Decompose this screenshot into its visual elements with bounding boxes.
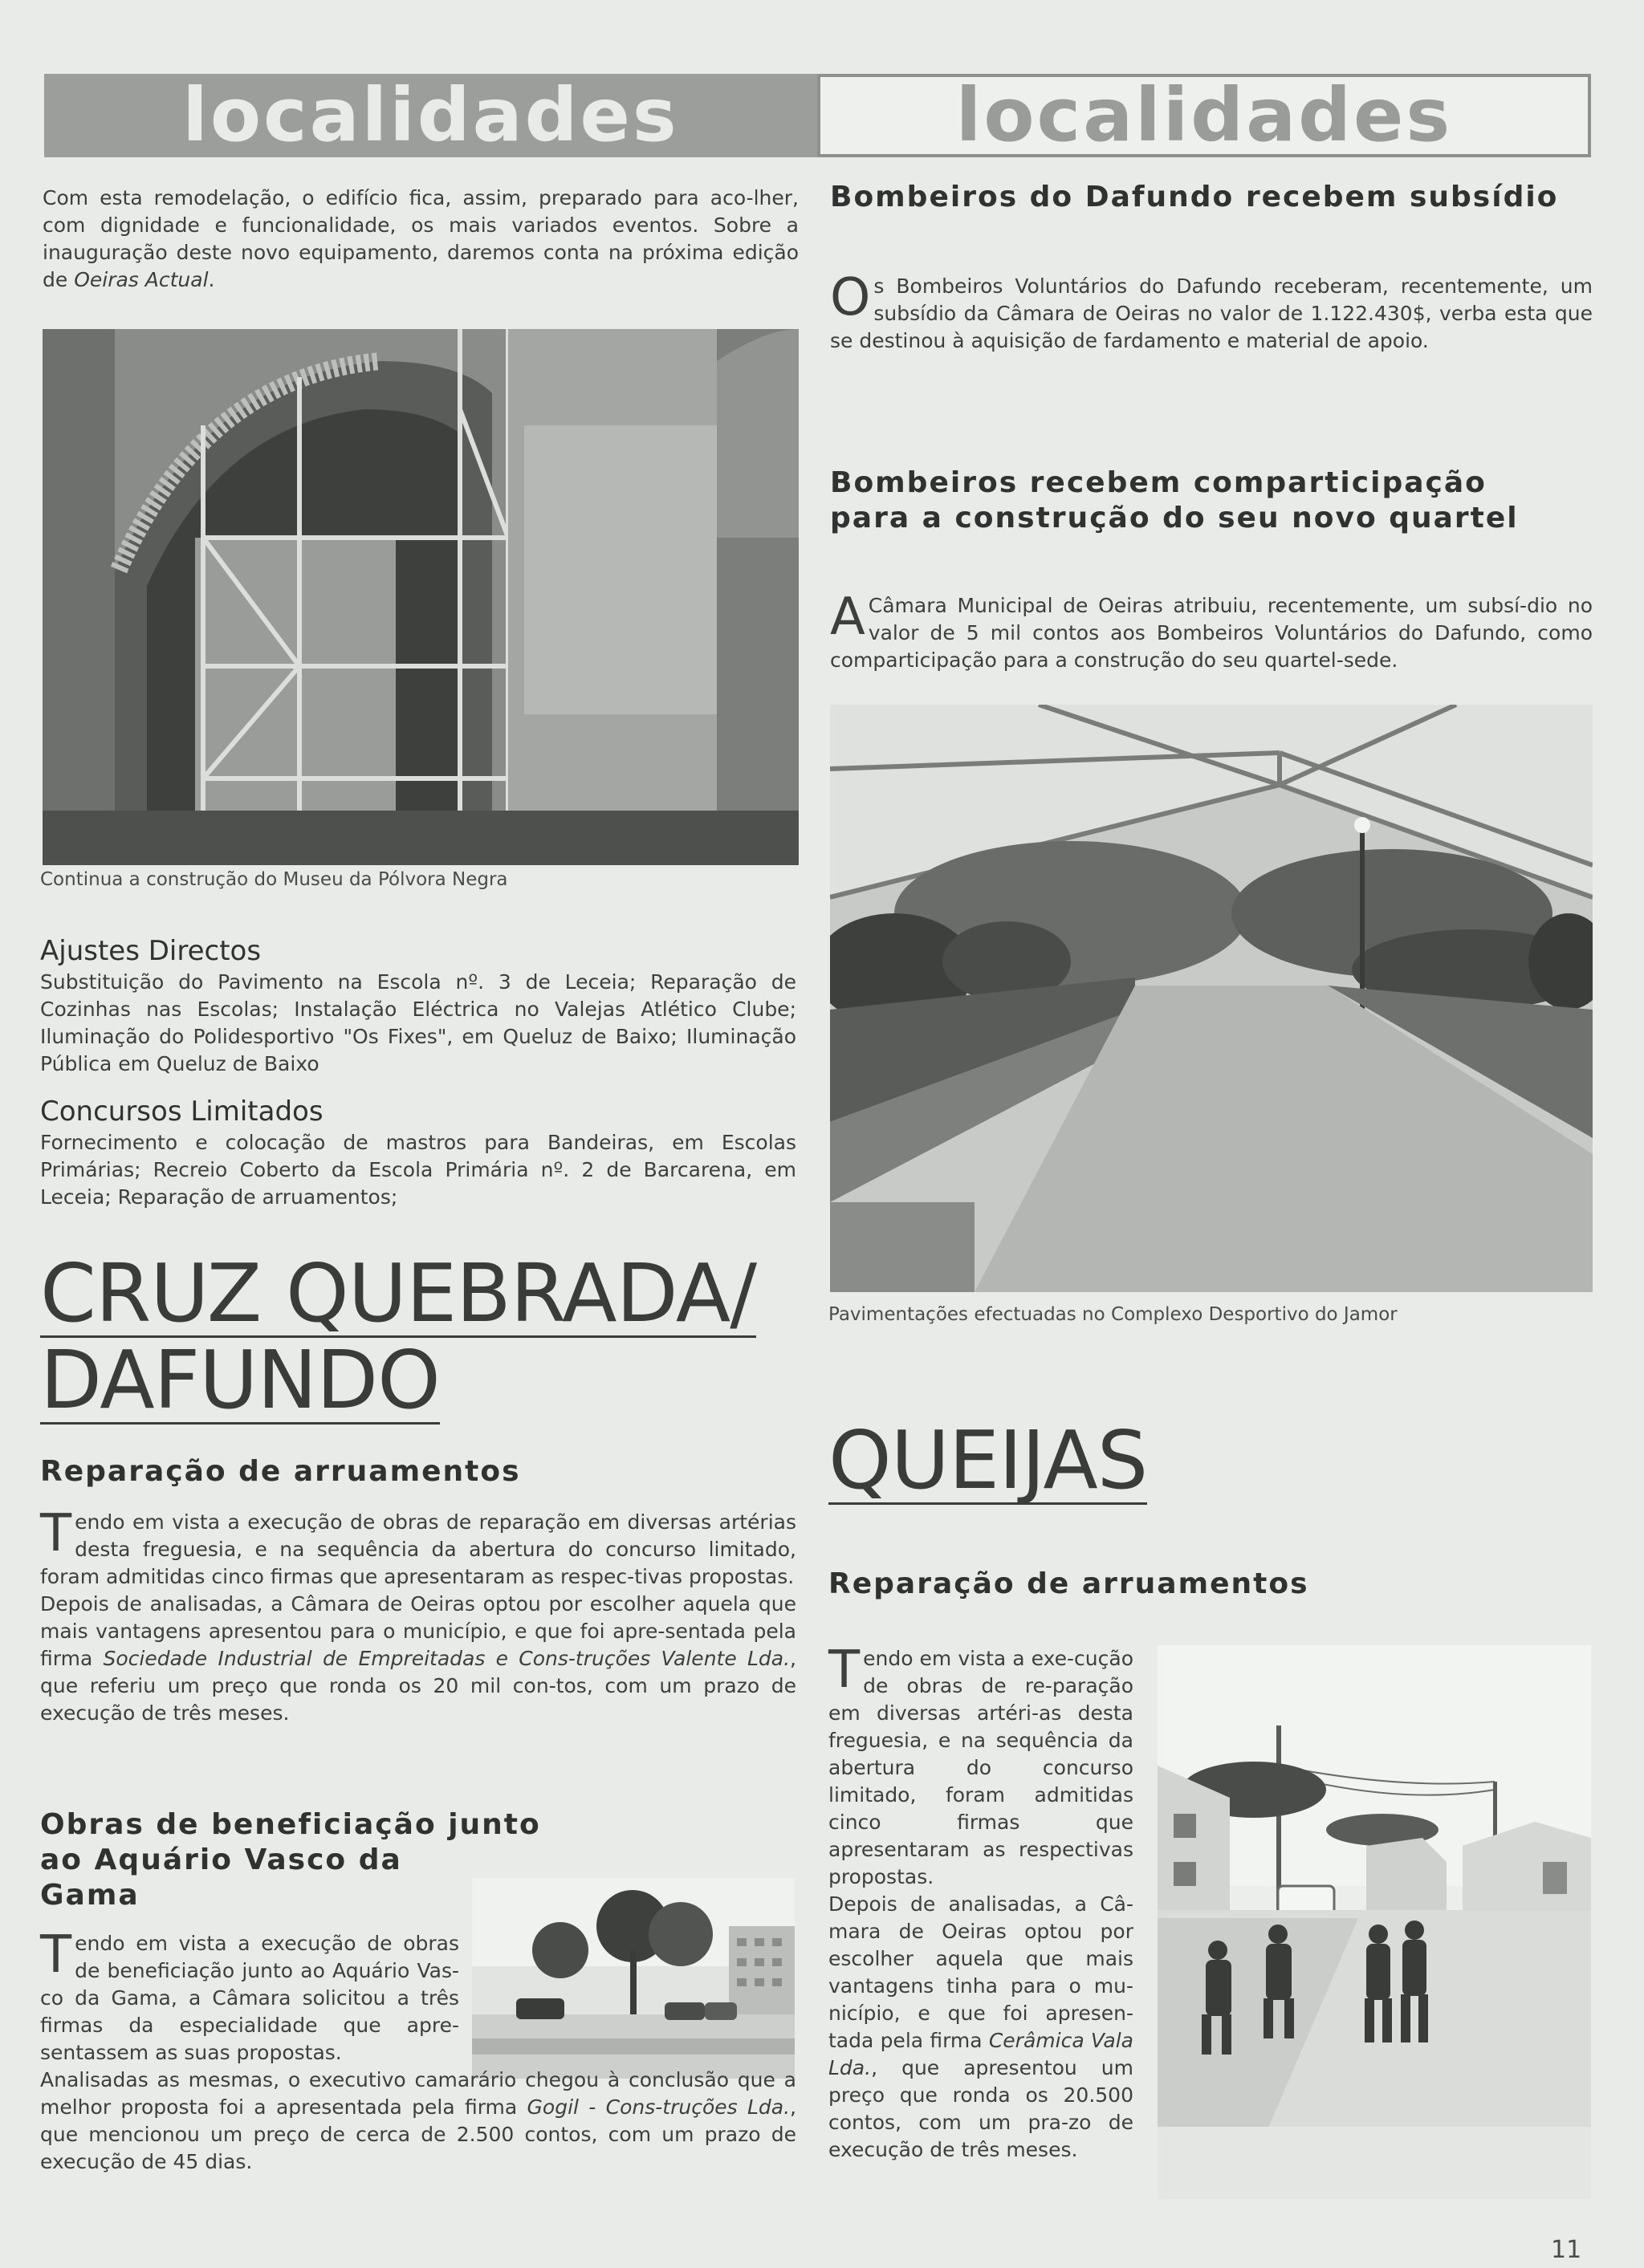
dropcap: T <box>40 1925 72 1985</box>
dropcap: O <box>830 268 871 327</box>
queijas-para1 <box>828 1640 1133 1891</box>
cruz-quebrada-title-line2: DAFUNDO <box>40 1333 440 1427</box>
aquario-text <box>40 1925 796 2176</box>
museum-photo-caption: Continua a construção do Museu da Pólvora Negra <box>40 869 508 890</box>
reparacao-para2-text: Depois de analisadas, a Câmara de Oeiras optou por escolher aquela que mais vantagens apresentou para o município, e que foi apre-sentada pela firma <box>40 1592 796 1670</box>
queijas-para2-end: , que apresentou um preço que ronda os 20.500 contos, com um pra-zo de execução de três meses. <box>828 2056 1133 2161</box>
aquario-heading-line2: ao Aquário Vasco da <box>40 1843 402 1876</box>
dropcap: T <box>40 1504 72 1563</box>
banner-right-title: localidades <box>955 72 1453 158</box>
aquario-firm-name: Gogil - Cons-truções Lda. <box>527 2095 791 2119</box>
ajustes-directos-text: Substituição do Pavimento na Escola nº. 3 de Leceia; Reparação de Cozinhas nas Escolas; Instalação Eléctrica no Valejas Atlético Clube; Iluminação do Polidesportivo "Os Fixes", em Queluz de Baixo; Iluminação Pública em Queluz de Baixo <box>40 970 796 1075</box>
aquario-para1-block <box>40 1925 459 2067</box>
aquario-para2 <box>40 2067 796 2176</box>
aquario-heading-line1: Obras de beneficiação junto <box>40 1808 541 1841</box>
section-banner-left <box>44 74 817 157</box>
reparacao-para2 <box>40 1591 796 1727</box>
queijas-para2-text: Depois de analisadas, a Câ-mara de Oeiras optou por escolher aquela que mais vantagens tinha para o mu-nicípio, e que foi apresen-tada pela firma <box>828 1892 1133 2052</box>
page-number: 11 <box>1551 2236 1582 2264</box>
queijas-text <box>828 1640 1133 2164</box>
queijas-title <box>828 1413 1148 1507</box>
bombeiros-quartel-text <box>830 587 1593 674</box>
cruz-quebrada-title-line1: CRUZ QUEBRADA/ <box>40 1246 756 1340</box>
museum-photo-image <box>43 329 799 865</box>
reparacao-para1 <box>40 1504 796 1591</box>
reparacao-arruamentos-heading-left: Reparação de arruamentos <box>40 1455 521 1488</box>
dropcap: T <box>828 1640 861 1700</box>
bombeiros-subsidio-body: s Bombeiros Voluntários do Dafundo receberam, recentemente, um subsídio da Câmara de Oeiras no valor de 1.122.430$, verba esta que se destinou à aquisição de fardamento e material de apoio. <box>830 274 1593 352</box>
intro-text: Com esta remodelação, o edifício fica, assim, preparado para aco-lher, com dignidade e funcionalidade, os mais variados eventos. Sobre a inauguração deste novo equipamento, daremos conta na próxima edição de <box>43 186 799 291</box>
bombeiros-quartel-heading-line2: para a construção do seu novo quartel <box>830 502 1519 534</box>
museum-construction-photo <box>43 329 799 865</box>
aquario-para2-text: Analisadas as mesmas, o executivo camarário chegou à conclusão que a melhor proposta foi a apresentada pela firma <box>40 2068 796 2119</box>
aquario-para2-end: , que mencionou um preço de cerca de 2.500 contos, com um prazo de execução de 45 dias. <box>40 2095 796 2173</box>
jamor-complex-photo <box>830 705 1593 1292</box>
intro-paragraph <box>43 185 799 294</box>
aquario-para1 <box>40 1925 459 2067</box>
ajustes-directos-title: Ajustes Directos <box>40 935 262 967</box>
bombeiros-quartel-heading <box>830 465 1593 536</box>
bombeiros-subsidio-text <box>830 268 1593 355</box>
section-banner-right <box>817 74 1591 157</box>
intro-publication-name: Oeiras Actual <box>74 268 209 291</box>
queijas-para2 <box>828 1891 1133 2164</box>
reparacao-arruamentos-heading-right: Reparação de arruamentos <box>828 1567 1309 1600</box>
jamor-photo-caption: Pavimentações efectuadas no Complexo Desportivo do Jamor <box>828 1304 1398 1325</box>
intro-text-end: . <box>208 268 215 291</box>
queijas-firm-name: Cerâmica Vala Lda. <box>828 2029 1133 2079</box>
queijas-para1-text: endo em vista a exe-cução de obras de re-paração em diversas artéri-as desta freguesia, e na sequência da abertura do concurso limitado, foram admitidas cinco firmas que apresentaram as respectivas propostas. <box>828 1647 1133 1888</box>
dropcap: A <box>830 587 865 647</box>
cruz-quebrada-title <box>40 1246 756 1340</box>
banner-left-title: localidades <box>182 72 679 158</box>
aquario-para1-text: endo em vista a execução de obras de beneficiação junto ao Aquário Vas-co da Gama, a Câmara solicitou a três firmas da especialidade que apre-sentassem as suas propostas. <box>40 1932 459 2064</box>
bombeiros-quartel-heading-line1: Bombeiros recebem comparticipação <box>830 466 1487 499</box>
concursos-limitados-title: Concursos Limitados <box>40 1095 324 1128</box>
concursos-limitados-text: Fornecimento e colocação de mastros para Bandeiras, em Escolas Primárias; Recreio Coberto da Escola Primária nº. 2 de Barcarena, em Leceia; Reparação de arruamentos; <box>40 1131 796 1209</box>
reparacao-para1-text: endo em vista a execução de obras de reparação em diversas artérias desta freguesia, e na sequência da abertura do concurso limitado, foram admitidas cinco firmas que apresentaram as respec-tivas propostas. <box>40 1510 796 1588</box>
queijas-title-text: QUEIJAS <box>828 1413 1148 1507</box>
reparacao-firm-name: Sociedade Industrial de Empreitadas e Cons-truções Valente Lda. <box>103 1647 791 1670</box>
jamor-photo-image <box>830 705 1593 1292</box>
reparacao-para2-end: , que referiu um preço que ronda os 20 mil con-tos, com um prazo de execução de três meses. <box>40 1647 796 1725</box>
queijas-photo-image <box>1158 1645 1591 2199</box>
dafundo-title <box>40 1333 440 1427</box>
bombeiros-subsidio-heading: Bombeiros do Dafundo recebem subsídio <box>830 181 1559 213</box>
queijas-road-photo <box>1158 1645 1591 2199</box>
bombeiros-quartel-body: Câmara Municipal de Oeiras atribuiu, recentemente, um subsí-dio no valor de 5 mil contos aos Bombeiros Voluntários do Dafundo, como comparticipação para a construção do seu quartel-sede. <box>830 594 1593 672</box>
aquario-heading-line3: Gama <box>40 1879 140 1912</box>
reparacao-arruamentos-text-left <box>40 1504 796 1727</box>
